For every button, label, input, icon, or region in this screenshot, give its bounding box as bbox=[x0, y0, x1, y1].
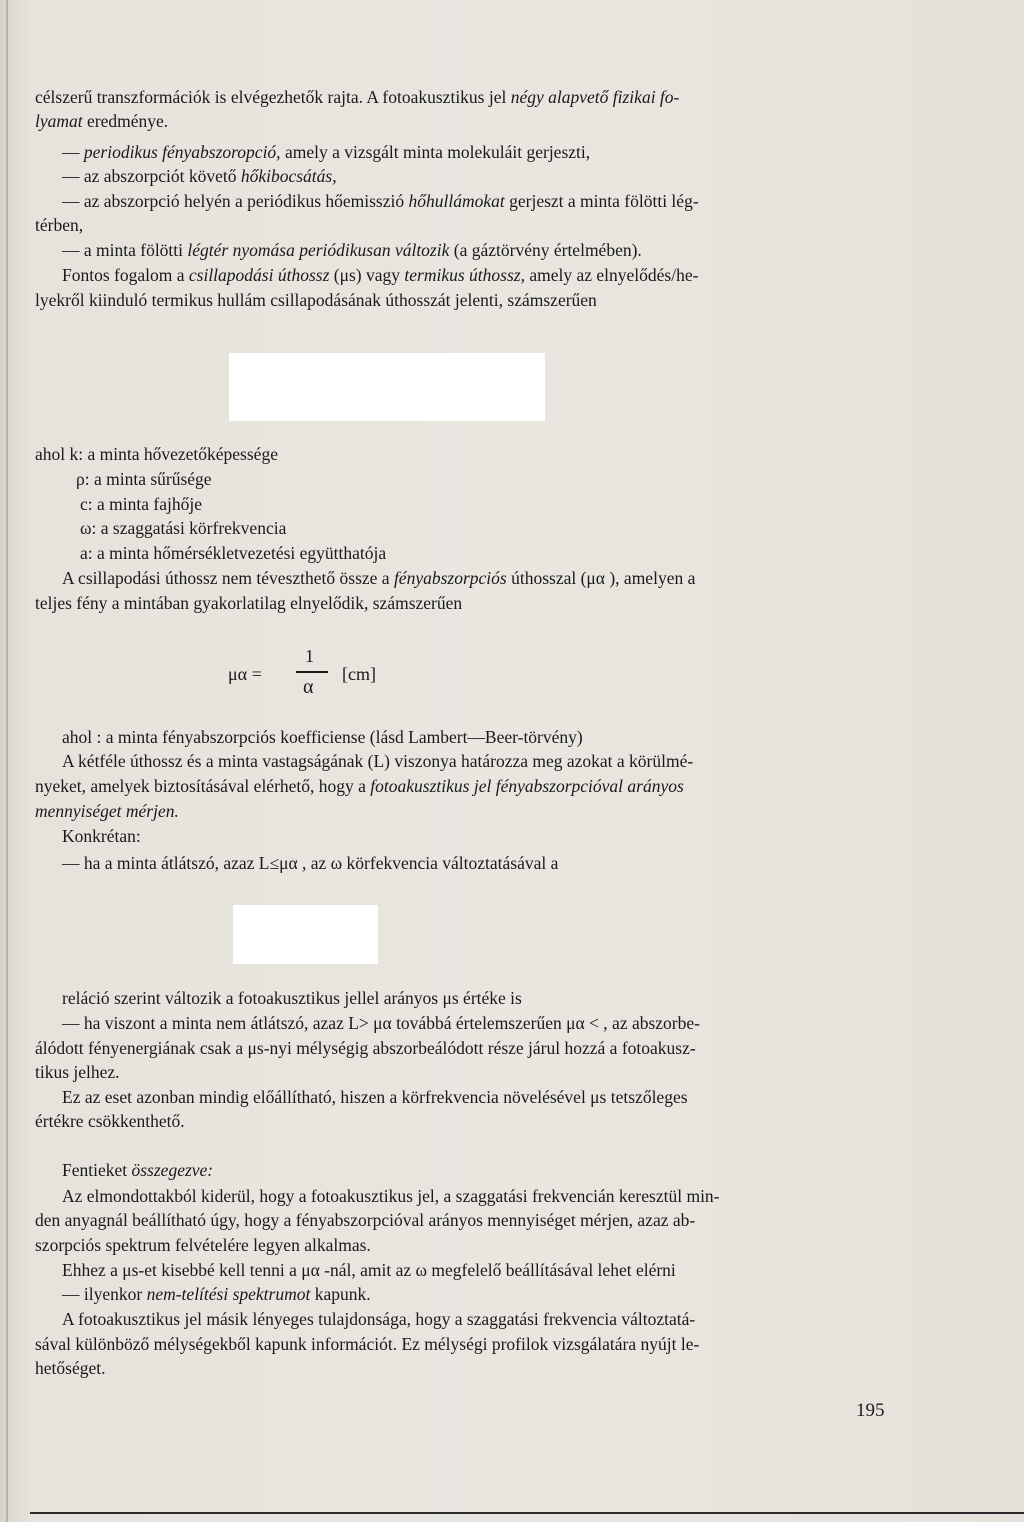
para4-line2: — ha viszont a minta nem átlátszó, azaz L> μα továbbá értelemszerűen μα < , az abszorbe- bbox=[62, 1013, 700, 1033]
formula-numerator: 1 bbox=[305, 646, 314, 666]
text-line-2: lyamat eredménye. bbox=[35, 111, 169, 131]
para3-line1: ahol : a minta fényabszorpciós koefficiense (lásd Lambert—Beer-törvény) bbox=[62, 727, 583, 747]
para4-line3: álódott fényenergiának csak a μs-nyi mélységig abszorbeálódott része járul hozzá a fotoakusz- bbox=[35, 1038, 696, 1058]
formula-blank-2 bbox=[233, 905, 378, 964]
formula-blank-1 bbox=[229, 353, 545, 421]
text-line-1: célszerű transzformációk is elvégezhetők rajta. A fotoakusztikus jel négy alapvető fizikai fo- bbox=[35, 87, 680, 107]
para5-line1: Az elmondottakból kiderül, hogy a fotoakusztikus jel, a szaggatási frekvencián keresztül min- bbox=[62, 1186, 720, 1206]
list-item-3-cont: térben, bbox=[35, 215, 84, 235]
def-c: c: a minta fajhője bbox=[80, 494, 202, 514]
formula-denominator: α bbox=[303, 676, 314, 698]
text-line-fontos: Fontos fogalom a csillapodási úthossz (μs) vagy termikus úthossz, amely az elnyelődés/he- bbox=[62, 265, 699, 285]
para6-line3: hetőséget. bbox=[35, 1358, 106, 1378]
para5-line3: szorpciós spektrum felvételére legyen alkalmas. bbox=[35, 1235, 371, 1255]
formula-unit: [cm] bbox=[342, 664, 376, 684]
def-omega: ω: a szaggatási körfrekvencia bbox=[80, 518, 287, 538]
def-rho: ρ: a minta sűrűsége bbox=[76, 469, 212, 489]
para2-line2: teljes fény a mintában gyakorlatilag elnyelődik, számszerűen bbox=[35, 593, 463, 613]
list-item-4: — a minta fölötti légtér nyomása periódikusan változik (a gáztörvény értelmében). bbox=[62, 240, 642, 260]
konkretan-label: Konkrétan: bbox=[62, 826, 141, 846]
para3-line4: mennyiséget mérjen. bbox=[35, 801, 179, 821]
para3-line2: A kétféle úthossz és a minta vastagságának (L) viszonya határozza meg azokat a körülmé- bbox=[62, 751, 694, 771]
para6-line1: A fotoakusztikus jel másik lényeges tulajdonsága, hogy a szaggatási frekvencia változtatá- bbox=[62, 1309, 696, 1329]
para5-line2: den anyagnál beállítható úgy, hogy a fényabszorpcióval arányos mennyiséget mérjen, azaz ab- bbox=[35, 1210, 696, 1230]
case1-line: — ha a minta átlátszó, azaz L≤μα , az ω körfekvencia változtatásával a bbox=[62, 853, 559, 873]
para5-line5: — ilyenkor nem-telítési spektrumot kapunk. bbox=[62, 1284, 371, 1304]
para4-line5: Ez az eset azonban mindig előállítható, hiszen a körfrekvencia növelésével μs tetszőleges bbox=[62, 1087, 688, 1107]
para2-line1: A csillapodási úthossz nem téveszthető össze a fényabszorpciós úthosszal (μα ), amelyen a bbox=[62, 568, 696, 588]
page-bottom-rule bbox=[30, 1512, 1024, 1514]
def-k: ahol k: a minta hővezetőképessége bbox=[35, 444, 278, 464]
para4-line1: reláció szerint változik a fotoakusztikus jellel arányos μs értéke is bbox=[62, 988, 522, 1008]
para6-line2: sával különböző mélységekből kapunk információt. Ez mélységi profilok vizsgálatára nyújt le- bbox=[35, 1334, 700, 1354]
page-binding-edge bbox=[6, 0, 8, 1522]
para3-line3: nyeket, amelyek biztosításával elérhető, hogy a fotoakusztikus jel fényabszorpcióval arányos bbox=[35, 776, 684, 796]
text-line-lyekrol: lyekről kiinduló termikus hullám csillapodásának úthosszát jelenti, számszerűen bbox=[35, 290, 597, 310]
def-a: a: a minta hőmérsékletvezetési együtthatója bbox=[80, 543, 387, 563]
para4-line6: értékre csökkenthető. bbox=[35, 1111, 185, 1131]
formula-fraction-bar bbox=[296, 671, 328, 673]
list-item-2: — az abszorpciót követő hőkibocsátás, bbox=[62, 166, 337, 186]
para4-line4: tikus jelhez. bbox=[35, 1062, 120, 1082]
page-number: 195 bbox=[856, 1400, 885, 1421]
list-item-3: — az abszorpció helyén a periódikus hőemisszió hőhullámokat gerjeszt a minta fölötti lég- bbox=[62, 191, 699, 211]
summary-heading: Fentieket összegezve: bbox=[62, 1160, 214, 1180]
para5-line4: Ehhez a μs-et kisebbé kell tenni a μα -nál, amit az ω megfelelő beállításával lehet elérni bbox=[62, 1260, 676, 1280]
list-item-1: — periodikus fényabszoropció, amely a vizsgált minta molekuláit gerjeszti, bbox=[62, 142, 591, 162]
formula-lhs: μα = bbox=[228, 664, 262, 684]
